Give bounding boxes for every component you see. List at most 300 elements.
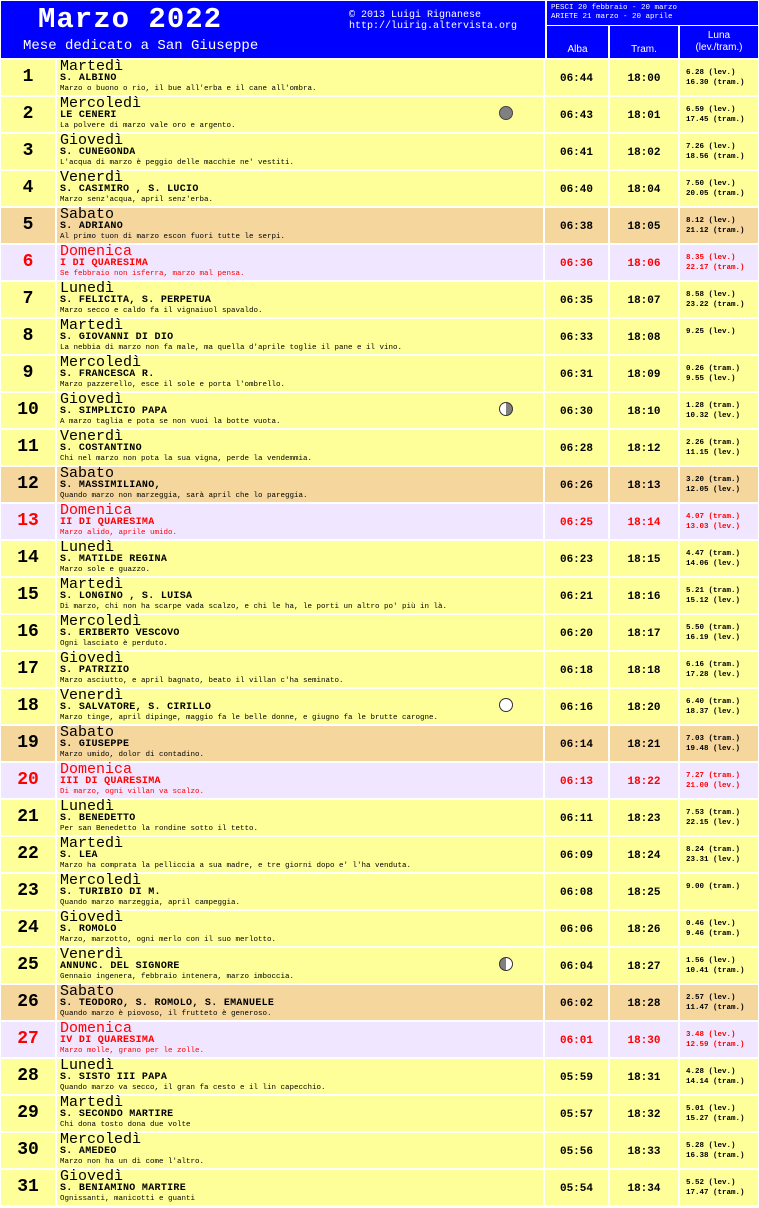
day-description xyxy=(57,689,545,724)
day-description xyxy=(57,948,545,983)
moon-times xyxy=(680,578,758,613)
day-description xyxy=(57,911,545,946)
moon-times xyxy=(680,60,758,95)
moon-time-second: 16.30 (tram.) xyxy=(686,79,745,87)
moon-time-second: 23.31 (lev.) xyxy=(686,856,741,864)
sunset-time: 18:24 xyxy=(610,837,680,872)
sunrise-time: 06:23 xyxy=(545,541,610,576)
saint-name: S. SECONDO MARTIRE xyxy=(60,1109,174,1120)
day-number: 14 xyxy=(1,541,57,576)
day-number: 17 xyxy=(1,652,57,687)
sunset-time: 18:31 xyxy=(610,1059,680,1094)
day-number: 29 xyxy=(1,1096,57,1131)
sunrise-time: 06:28 xyxy=(545,430,610,465)
saint-name: S. GIUSEPPE xyxy=(60,739,130,750)
proverb-text: Ognissanti, manicotti e guanti xyxy=(60,1195,196,1203)
day-number: 4 xyxy=(1,171,57,206)
moon-time-second: 9.46 (tram.) xyxy=(686,930,741,938)
column-header-luna-title: Luna xyxy=(707,30,731,41)
sunrise-time: 06:09 xyxy=(545,837,610,872)
proverb-text: Chi dona tosto dona due volte xyxy=(60,1121,191,1129)
zodiac-aries: ARIETE 21 marzo - 20 aprile xyxy=(551,12,673,21)
day-number: 9 xyxy=(1,356,57,391)
sunrise-time: 06:44 xyxy=(545,60,610,95)
column-header-luna xyxy=(680,26,758,58)
moon-time-first: 7.27 (tram.) xyxy=(686,772,741,780)
moon-time-first: 6.59 (lev.) xyxy=(686,106,736,114)
weekday-name: Sabato xyxy=(60,724,115,741)
day-number: 19 xyxy=(1,726,57,761)
zodiac-info xyxy=(547,1,758,25)
day-description xyxy=(57,1133,545,1168)
moon-time-second: 22.17 (tram.) xyxy=(686,264,745,272)
weekday-name: Domenica xyxy=(60,761,133,778)
sunset-time: 18:16 xyxy=(610,578,680,613)
moon-phase-piena-icon xyxy=(499,698,513,712)
moon-time-first: 0.46 (lev.) xyxy=(686,920,736,928)
proverb-text: Per san Benedetto la rondine sotto il tetto. xyxy=(60,825,259,833)
saint-name: S. ERIBERTO VESCOVO xyxy=(60,628,180,639)
sunrise-time: 06:35 xyxy=(545,282,610,317)
proverb-text: Marzo alido, aprile umido. xyxy=(60,529,178,537)
day-number: 18 xyxy=(1,689,57,724)
weekday-name: Giovedì xyxy=(60,391,124,408)
sunrise-time: 06:33 xyxy=(545,319,610,354)
saint-name: S. BENIAMINO MARTIRE xyxy=(60,1183,187,1194)
day-row-17 xyxy=(1,650,758,687)
day-description xyxy=(57,652,545,687)
moon-times xyxy=(680,800,758,835)
weekday-name: Mercoledì xyxy=(60,872,142,889)
day-number: 25 xyxy=(1,948,57,983)
website-link[interactable]: http://luirig.altervista.org xyxy=(349,21,518,32)
proverb-text: Marzo secco e caldo fa il vignaiuol spavaldo. xyxy=(60,307,263,315)
day-row-20 xyxy=(1,761,758,798)
moon-times xyxy=(680,615,758,650)
day-row-9 xyxy=(1,354,758,391)
weekday-name: Lunedì xyxy=(60,539,115,556)
moon-times xyxy=(680,763,758,798)
sunrise-time: 06:13 xyxy=(545,763,610,798)
sunset-time: 18:21 xyxy=(610,726,680,761)
moon-time-first: 7.03 (tram.) xyxy=(686,735,741,743)
moon-time-second: 16.38 (tram.) xyxy=(686,1152,745,1160)
moon-times xyxy=(680,245,758,280)
day-description xyxy=(57,1059,545,1094)
moon-phase-primo-icon xyxy=(499,402,513,416)
sunset-time: 18:01 xyxy=(610,97,680,132)
moon-times xyxy=(680,134,758,169)
moon-times xyxy=(680,171,758,206)
saint-name: III DI QUARESIMA xyxy=(60,776,161,787)
sunset-time: 18:18 xyxy=(610,652,680,687)
moon-time-first: 1.28 (tram.) xyxy=(686,402,741,410)
sunrise-time: 06:25 xyxy=(545,504,610,539)
day-number: 23 xyxy=(1,874,57,909)
weekday-name: Giovedì xyxy=(60,1168,124,1185)
sunset-time: 18:32 xyxy=(610,1096,680,1131)
proverb-text: Marzo, marzotto, ogni merlo con il suo merlotto. xyxy=(60,936,277,944)
day-description xyxy=(57,578,545,613)
month-dedication: Mese dedicato a San Giuseppe xyxy=(23,38,259,54)
day-number: 22 xyxy=(1,837,57,872)
sunrise-time: 06:11 xyxy=(545,800,610,835)
weekday-name: Giovedì xyxy=(60,909,124,926)
proverb-text: L'acqua di marzo è peggio delle macchie ne' vestiti. xyxy=(60,159,295,167)
day-description xyxy=(57,615,545,650)
day-row-5 xyxy=(1,206,758,243)
sunset-time: 18:30 xyxy=(610,1022,680,1057)
moon-times xyxy=(680,911,758,946)
sunset-time: 18:02 xyxy=(610,134,680,169)
sunset-time: 18:07 xyxy=(610,282,680,317)
moon-times xyxy=(680,1059,758,1094)
moon-time-first: 9.00 (tram.) xyxy=(686,883,741,891)
sunrise-time: 06:43 xyxy=(545,97,610,132)
proverb-text: Marzo o buono o rio, il bue all'erba e il cane all'ombra. xyxy=(60,85,317,93)
moon-time-second: 10.41 (tram.) xyxy=(686,967,745,975)
day-row-11 xyxy=(1,428,758,465)
moon-time-first: 8.58 (lev.) xyxy=(686,291,736,299)
proverb-text: Se febbraio non isferra, marzo mal pensa. xyxy=(60,270,245,278)
proverb-text: Chi nel marzo non pota la sua vigna, perde la vendemmia. xyxy=(60,455,313,463)
moon-phase-nuova-icon xyxy=(499,106,513,120)
moon-times xyxy=(680,393,758,428)
proverb-text: Di marzo, ogni villan va scalzo. xyxy=(60,788,205,796)
sunrise-time: 06:38 xyxy=(545,208,610,243)
day-number: 16 xyxy=(1,615,57,650)
day-row-3 xyxy=(1,132,758,169)
sunset-time: 18:28 xyxy=(610,985,680,1020)
moon-time-second: 16.19 (lev.) xyxy=(686,634,741,642)
moon-time-second: 11.15 (lev.) xyxy=(686,449,741,457)
weekday-name: Martedì xyxy=(60,835,124,852)
weekday-name: Venerdì xyxy=(60,946,124,963)
day-description xyxy=(57,430,545,465)
moon-time-second: 11.47 (tram.) xyxy=(686,1004,745,1012)
weekday-name: Giovedì xyxy=(60,132,124,149)
weekday-name: Venerdì xyxy=(60,687,124,704)
day-description xyxy=(57,245,545,280)
day-number: 21 xyxy=(1,800,57,835)
weekday-name: Mercoledì xyxy=(60,95,142,112)
sunset-time: 18:04 xyxy=(610,171,680,206)
day-number: 26 xyxy=(1,985,57,1020)
weekday-name: Mercoledì xyxy=(60,354,142,371)
day-description xyxy=(57,726,545,761)
day-row-12 xyxy=(1,465,758,502)
moon-times xyxy=(680,208,758,243)
weekday-name: Venerdì xyxy=(60,428,124,445)
day-row-25 xyxy=(1,946,758,983)
day-description xyxy=(57,837,545,872)
moon-time-first: 5.21 (tram.) xyxy=(686,587,741,595)
moon-time-second: 18.37 (lev.) xyxy=(686,708,741,716)
day-row-16 xyxy=(1,613,758,650)
day-row-24 xyxy=(1,909,758,946)
month-title: Marzo 2022 xyxy=(38,3,223,36)
moon-time-first: 6.28 (lev.) xyxy=(686,69,736,77)
moon-time-first: 2.26 (tram.) xyxy=(686,439,741,447)
moon-times xyxy=(680,356,758,391)
day-row-8 xyxy=(1,317,758,354)
moon-time-first: 6.40 (tram.) xyxy=(686,698,741,706)
day-row-10 xyxy=(1,391,758,428)
saint-name: S. ROMOLO xyxy=(60,924,117,935)
moon-time-first: 8.12 (lev.) xyxy=(686,217,736,225)
day-description xyxy=(57,763,545,798)
day-number: 3 xyxy=(1,134,57,169)
sunrise-time: 06:06 xyxy=(545,911,610,946)
day-number: 8 xyxy=(1,319,57,354)
moon-time-first: 0.26 (tram.) xyxy=(686,365,741,373)
weekday-name: Lunedì xyxy=(60,280,115,297)
moon-time-first: 8.35 (lev.) xyxy=(686,254,736,262)
moon-time-second: 9.55 (lev.) xyxy=(686,375,736,383)
sunrise-time: 06:40 xyxy=(545,171,610,206)
day-description xyxy=(57,134,545,169)
proverb-text: Al primo tuon di marzo escon fuori tutte le serpi. xyxy=(60,233,286,241)
moon-times xyxy=(680,541,758,576)
day-description xyxy=(57,800,545,835)
saint-name: S. CUNEGONDA xyxy=(60,147,136,158)
moon-time-first: 2.57 (lev.) xyxy=(686,994,736,1002)
moon-time-second: 12.59 (tram.) xyxy=(686,1041,745,1049)
calendar-header xyxy=(1,1,545,58)
weekday-name: Domenica xyxy=(60,243,133,260)
day-row-26 xyxy=(1,983,758,1020)
weekday-name: Lunedì xyxy=(60,1057,115,1074)
day-description xyxy=(57,356,545,391)
day-number: 6 xyxy=(1,245,57,280)
moon-times xyxy=(680,467,758,502)
saint-name: S. LEA xyxy=(60,850,98,861)
sunrise-time: 06:14 xyxy=(545,726,610,761)
saint-name: S. SIMPLICIO PAPA xyxy=(60,406,168,417)
moon-times xyxy=(680,97,758,132)
sunset-time: 18:17 xyxy=(610,615,680,650)
moon-times xyxy=(680,1133,758,1168)
moon-time-first: 4.07 (tram.) xyxy=(686,513,741,521)
weekday-name: Martedì xyxy=(60,1094,124,1111)
sunset-time: 18:20 xyxy=(610,689,680,724)
proverb-text: Quando marzo è piovoso, il frutteto è generoso. xyxy=(60,1010,272,1018)
proverb-text: La polvere di marzo vale oro e argento. xyxy=(60,122,236,130)
saint-name: S. LONGINO , S. LUISA xyxy=(60,591,193,602)
day-number: 12 xyxy=(1,467,57,502)
sunset-time: 18:15 xyxy=(610,541,680,576)
sunset-time: 18:14 xyxy=(610,504,680,539)
saint-name: IV DI QUARESIMA xyxy=(60,1035,155,1046)
day-row-1 xyxy=(1,58,758,95)
saint-name: S. PATRIZIO xyxy=(60,665,130,676)
moon-time-second: 17.28 (lev.) xyxy=(686,671,741,679)
sunrise-time: 06:26 xyxy=(545,467,610,502)
weekday-name: Domenica xyxy=(60,502,133,519)
sunset-time: 18:00 xyxy=(610,60,680,95)
saint-name: S. ALBINO xyxy=(60,73,117,84)
moon-time-first: 5.28 (lev.) xyxy=(686,1142,736,1150)
weekday-name: Domenica xyxy=(60,1020,133,1037)
moon-times xyxy=(680,1170,758,1205)
day-number: 20 xyxy=(1,763,57,798)
column-header-tramonto: Tram. xyxy=(610,26,678,58)
weekday-name: Sabato xyxy=(60,983,115,1000)
day-description xyxy=(57,1170,545,1205)
moon-times xyxy=(680,430,758,465)
proverb-text: Marzo senz'acqua, april senz'erba. xyxy=(60,196,214,204)
moon-time-first: 5.01 (lev.) xyxy=(686,1105,736,1113)
sunset-time: 18:33 xyxy=(610,1133,680,1168)
moon-time-first: 5.52 (lev.) xyxy=(686,1179,736,1187)
sunset-time: 18:09 xyxy=(610,356,680,391)
day-row-27 xyxy=(1,1020,758,1057)
day-row-23 xyxy=(1,872,758,909)
moon-time-second: 20.05 (tram.) xyxy=(686,190,745,198)
moon-time-second: 22.15 (lev.) xyxy=(686,819,741,827)
saint-name: LE CENERI xyxy=(60,110,117,121)
day-number: 28 xyxy=(1,1059,57,1094)
sunrise-time: 06:08 xyxy=(545,874,610,909)
saint-name: S. SISTO III PAPA xyxy=(60,1072,168,1083)
sunrise-time: 06:41 xyxy=(545,134,610,169)
day-number: 11 xyxy=(1,430,57,465)
sunrise-time: 05:59 xyxy=(545,1059,610,1094)
day-row-19 xyxy=(1,724,758,761)
sunset-time: 18:22 xyxy=(610,763,680,798)
proverb-text: Ogni lasciato è perduto. xyxy=(60,640,169,648)
moon-times xyxy=(680,652,758,687)
day-description xyxy=(57,60,545,95)
moon-times xyxy=(680,726,758,761)
weekday-name: Martedì xyxy=(60,317,124,334)
moon-time-first: 4.47 (tram.) xyxy=(686,550,741,558)
saint-name: S. GIOVANNI DI DIO xyxy=(60,332,174,343)
day-number: 10 xyxy=(1,393,57,428)
column-header-alba: Alba xyxy=(547,26,608,58)
moon-times xyxy=(680,689,758,724)
sunrise-time: 05:54 xyxy=(545,1170,610,1205)
sunrise-time: 05:57 xyxy=(545,1096,610,1131)
weekday-name: Mercoledì xyxy=(60,613,142,630)
weekday-name: Venerdì xyxy=(60,169,124,186)
moon-times xyxy=(680,1022,758,1057)
sunrise-time: 06:18 xyxy=(545,652,610,687)
weekday-name: Lunedì xyxy=(60,798,115,815)
day-description xyxy=(57,319,545,354)
day-description xyxy=(57,985,545,1020)
day-row-13 xyxy=(1,502,758,539)
sunset-time: 18:12 xyxy=(610,430,680,465)
moon-time-first: 7.26 (lev.) xyxy=(686,143,736,151)
sunset-time: 18:10 xyxy=(610,393,680,428)
day-description xyxy=(57,282,545,317)
days-list xyxy=(1,58,758,1205)
proverb-text: Marzo sole e guazzo. xyxy=(60,566,151,574)
proverb-text: Quando marzo marzeggia, april campeggia. xyxy=(60,899,241,907)
moon-time-second: 13.03 (lev.) xyxy=(686,523,741,531)
day-row-18 xyxy=(1,687,758,724)
moon-time-first: 5.50 (tram.) xyxy=(686,624,741,632)
day-description xyxy=(57,97,545,132)
day-description xyxy=(57,393,545,428)
sunrise-time: 06:01 xyxy=(545,1022,610,1057)
proverb-text: Quando marzo non marzeggia, sarà april che lo pareggia. xyxy=(60,492,308,500)
sunset-time: 18:08 xyxy=(610,319,680,354)
moon-times xyxy=(680,948,758,983)
moon-time-second: 23.22 (tram.) xyxy=(686,301,745,309)
saint-name: S. BENEDETTO xyxy=(60,813,136,824)
moon-time-first: 8.24 (tram.) xyxy=(686,846,741,854)
moon-time-second: 21.12 (tram.) xyxy=(686,227,745,235)
moon-time-second: 19.48 (lev.) xyxy=(686,745,741,753)
moon-time-second: 14.06 (lev.) xyxy=(686,560,741,568)
moon-times xyxy=(680,282,758,317)
day-number: 13 xyxy=(1,504,57,539)
day-number: 5 xyxy=(1,208,57,243)
saint-name: S. TEODORO, S. ROMOLO, S. EMANUELE xyxy=(60,998,275,1009)
sunrise-time: 06:02 xyxy=(545,985,610,1020)
moon-time-second: 14.14 (tram.) xyxy=(686,1078,745,1086)
day-row-14 xyxy=(1,539,758,576)
moon-time-second: 17.45 (tram.) xyxy=(686,116,745,124)
saint-name: II DI QUARESIMA xyxy=(60,517,155,528)
moon-time-second: 10.32 (lev.) xyxy=(686,412,741,420)
sunrise-time: 05:56 xyxy=(545,1133,610,1168)
day-number: 1 xyxy=(1,60,57,95)
proverb-text: Marzo asciutto, e april bagnato, beato il villan c'ha seminato. xyxy=(60,677,344,685)
moon-times xyxy=(680,319,758,354)
day-row-28 xyxy=(1,1057,758,1094)
day-description xyxy=(57,1096,545,1131)
moon-times xyxy=(680,504,758,539)
moon-time-first: 3.48 (lev.) xyxy=(686,1031,736,1039)
moon-time-first: 6.16 (tram.) xyxy=(686,661,741,669)
day-description xyxy=(57,874,545,909)
saint-name: S. TURIBIO DI M. xyxy=(60,887,161,898)
sunrise-time: 06:04 xyxy=(545,948,610,983)
sunrise-time: 06:21 xyxy=(545,578,610,613)
moon-time-second: 12.05 (lev.) xyxy=(686,486,741,494)
proverb-text: Marzo molle, grano per le zolle. xyxy=(60,1047,205,1055)
sunset-time: 18:25 xyxy=(610,874,680,909)
column-header-luna-sub: (lev./tram.) xyxy=(695,42,743,53)
day-description xyxy=(57,504,545,539)
moon-time-first: 3.20 (tram.) xyxy=(686,476,741,484)
proverb-text: Marzo non ha un dì come l'altro. xyxy=(60,1158,205,1166)
day-number: 15 xyxy=(1,578,57,613)
moon-time-first: 7.50 (lev.) xyxy=(686,180,736,188)
day-row-4 xyxy=(1,169,758,206)
weekday-name: Giovedì xyxy=(60,650,124,667)
weekday-name: Martedì xyxy=(60,58,124,75)
sunset-time: 18:27 xyxy=(610,948,680,983)
day-number: 31 xyxy=(1,1170,57,1205)
saint-name: S. FRANCESCA R. xyxy=(60,369,155,380)
moon-time-second: 18.56 (tram.) xyxy=(686,153,745,161)
day-description xyxy=(57,171,545,206)
day-row-7 xyxy=(1,280,758,317)
moon-times xyxy=(680,985,758,1020)
moon-time-second: 15.12 (lev.) xyxy=(686,597,741,605)
copyright-block xyxy=(349,10,517,32)
day-row-15 xyxy=(1,576,758,613)
weekday-name: Mercoledì xyxy=(60,1131,142,1148)
proverb-text: Quando marzo va secco, il gran fa cesto e il lin capecchio. xyxy=(60,1084,326,1092)
sunrise-time: 06:36 xyxy=(545,245,610,280)
proverb-text: Marzo pazzerello, esce il sole e porta l'ombrello. xyxy=(60,381,286,389)
proverb-text: Marzo tinge, april dipinge, maggio fa le belle donne, e giugno fa le brutte carogne. xyxy=(60,714,439,722)
